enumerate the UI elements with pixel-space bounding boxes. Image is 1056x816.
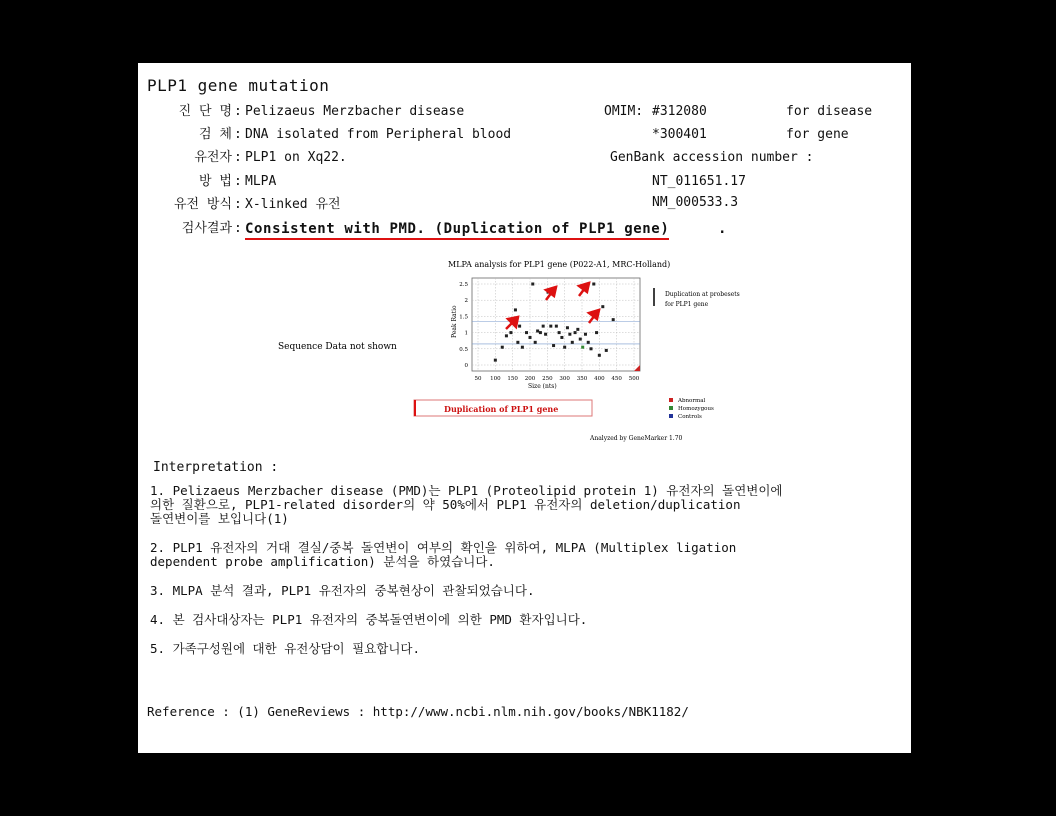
data-point bbox=[518, 325, 521, 328]
data-point bbox=[558, 331, 561, 334]
data-point bbox=[584, 333, 587, 336]
omim-disease-note: for disease bbox=[786, 104, 873, 119]
data-point bbox=[601, 305, 604, 308]
data-point bbox=[563, 346, 566, 349]
analyzed-by: Analyzed by GeneMarker 1.70 bbox=[590, 435, 683, 442]
y-axis-label: Peak Ratio bbox=[451, 305, 458, 338]
report-page bbox=[138, 63, 911, 753]
data-point bbox=[598, 354, 601, 357]
genbank-label: GenBank accession number : bbox=[610, 150, 814, 165]
y-tick-label: 1.5 bbox=[459, 314, 468, 321]
y-tick-label: 2.5 bbox=[459, 282, 468, 288]
data-point bbox=[590, 347, 593, 350]
x-tick-label: 450 bbox=[611, 376, 622, 382]
interpretation-item-1: 1. Pelizaeus Merzbacher disease (PMD)는 PLP1 (Proteolipid protein 1) 유전자의 돌연변이에 의한 질환으로, PLP1-related disorder의 약 50%에서 PLP1 유전자의 deletion/duplication 돌연변이를 보입니다(1) bbox=[150, 483, 783, 526]
data-point bbox=[494, 359, 497, 362]
data-point bbox=[505, 334, 508, 337]
sep-result: : bbox=[234, 221, 242, 236]
data-point bbox=[552, 344, 555, 347]
duplication-label: Duplication of PLP1 gene bbox=[444, 404, 559, 414]
label-inheritance: 유전 방식 bbox=[173, 197, 232, 212]
x-tick-label: 100 bbox=[490, 376, 501, 382]
data-point bbox=[539, 331, 542, 334]
x-tick-label: 200 bbox=[524, 376, 536, 382]
value-inheritance: X-linked 유전 bbox=[245, 197, 341, 212]
value-gene: PLP1 on Xq22. bbox=[245, 150, 347, 165]
data-point bbox=[592, 283, 595, 286]
x-tick-label: 150 bbox=[507, 376, 518, 382]
x-tick-label: 50 bbox=[474, 376, 482, 382]
omim-gene: *300401 bbox=[652, 127, 707, 142]
sep-diagnosis: : bbox=[234, 104, 242, 119]
data-point bbox=[605, 349, 608, 352]
legend-homozygous: Homozygous bbox=[678, 406, 714, 412]
data-point bbox=[579, 338, 582, 341]
data-point bbox=[529, 336, 532, 339]
x-tick-label: 400 bbox=[594, 376, 605, 382]
interpretation-heading: Interpretation : bbox=[153, 460, 279, 475]
y-tick-label: 0 bbox=[464, 363, 468, 369]
data-point bbox=[555, 325, 558, 328]
data-point bbox=[536, 329, 539, 332]
genbank-accession-2: NM_000533.3 bbox=[652, 195, 739, 210]
y-tick-label: 2 bbox=[464, 298, 468, 305]
omim-label: OMIM: bbox=[604, 104, 644, 119]
scatter-plot bbox=[451, 278, 640, 390]
value-specimen: DNA isolated from Peripheral blood bbox=[245, 127, 512, 142]
sep-gene: : bbox=[234, 150, 242, 165]
data-point bbox=[509, 331, 512, 334]
omim-disease: #312080 bbox=[652, 104, 707, 119]
interpretation-item-3: 3. MLPA 분석 결과, PLP1 유전자의 중복현상이 관찰되었습니다. bbox=[150, 583, 535, 598]
x-tick-label: 500 bbox=[628, 376, 640, 382]
legend-swatch-abnormal bbox=[669, 398, 673, 402]
x-tick-label: 250 bbox=[542, 376, 553, 382]
omim-gene-note: for gene bbox=[786, 127, 849, 142]
interpretation-item-5: 5. 가족구성원에 대한 유전상담이 필요합니다. bbox=[150, 641, 421, 656]
interpretation-item-4: 4. 본 검사대상자는 PLP1 유전자의 중복돌연변이에 의한 PMD 환자입니다. bbox=[150, 612, 588, 627]
legend-controls: Controls bbox=[678, 414, 702, 420]
legend-abnormal: Abnormal bbox=[678, 398, 706, 404]
label-result: 검사결과 bbox=[181, 221, 232, 236]
data-point bbox=[534, 341, 537, 344]
label-method: 방 법 bbox=[199, 174, 232, 189]
label-specimen: 검 체 bbox=[199, 127, 232, 142]
data-point bbox=[516, 341, 519, 344]
sep-specimen: : bbox=[234, 127, 242, 142]
reference: Reference : (1) GeneReviews : http://www.ncbi.nlm.nih.gov/books/NBK1182/ bbox=[147, 704, 689, 719]
data-point bbox=[581, 346, 584, 349]
data-point bbox=[560, 336, 563, 339]
y-tick-label: 1 bbox=[464, 330, 468, 337]
legend-swatch-homozygous bbox=[669, 406, 673, 410]
data-point bbox=[542, 325, 545, 328]
data-point bbox=[531, 283, 534, 286]
interpretation-item-2: 2. PLP1 유전자의 거대 결실/중복 돌연변이 여부의 확인을 위하여, MLPA (Multiplex ligation dependent probe amplification) 분석을 하였습니다. bbox=[150, 540, 737, 569]
x-tick-label: 350 bbox=[576, 376, 588, 382]
label-diagnosis: 진 단 명 bbox=[178, 104, 232, 119]
data-point bbox=[612, 318, 615, 321]
data-point bbox=[549, 325, 552, 328]
sep-inheritance: : bbox=[234, 197, 242, 212]
value-diagnosis: Pelizaeus Merzbacher disease bbox=[245, 104, 465, 119]
y-tick-label: 0.5 bbox=[459, 346, 468, 353]
x-tick-label: 300 bbox=[559, 376, 570, 382]
x-ticks bbox=[475, 376, 640, 382]
side-note-line-1: Duplication at probesets bbox=[665, 291, 740, 298]
x-axis-label: Size (nts) bbox=[528, 383, 557, 390]
legend-swatch-controls bbox=[669, 414, 673, 418]
data-point bbox=[571, 341, 574, 344]
data-point bbox=[544, 333, 547, 336]
data-point bbox=[501, 346, 504, 349]
data-point bbox=[595, 331, 598, 334]
mlpa-figure bbox=[138, 248, 911, 448]
result-period: . bbox=[718, 221, 728, 237]
label-gene: 유전자 bbox=[194, 150, 232, 165]
chart-title: MLPA analysis for PLP1 gene (P022-A1, MRC-Holland) bbox=[448, 260, 671, 269]
sep-method: : bbox=[234, 174, 242, 189]
side-note-line-2: for PLP1 gene bbox=[665, 301, 709, 308]
data-point bbox=[566, 326, 569, 329]
data-point bbox=[574, 331, 577, 334]
y-ticks bbox=[459, 282, 468, 369]
data-point bbox=[587, 341, 590, 344]
data-point bbox=[514, 308, 517, 311]
report-title: PLP1 gene mutation bbox=[147, 76, 330, 95]
data-point bbox=[525, 331, 528, 334]
result-value: Consistent with PMD. (Duplication of PLP1 gene) bbox=[245, 221, 669, 240]
genbank-accession-1: NT_011651.17 bbox=[652, 174, 746, 189]
data-point bbox=[521, 346, 524, 349]
value-method: MLPA bbox=[245, 174, 277, 189]
data-point bbox=[576, 328, 579, 331]
legend bbox=[669, 398, 714, 420]
sequence-note: Sequence Data not shown bbox=[278, 342, 397, 352]
data-point bbox=[568, 333, 571, 336]
